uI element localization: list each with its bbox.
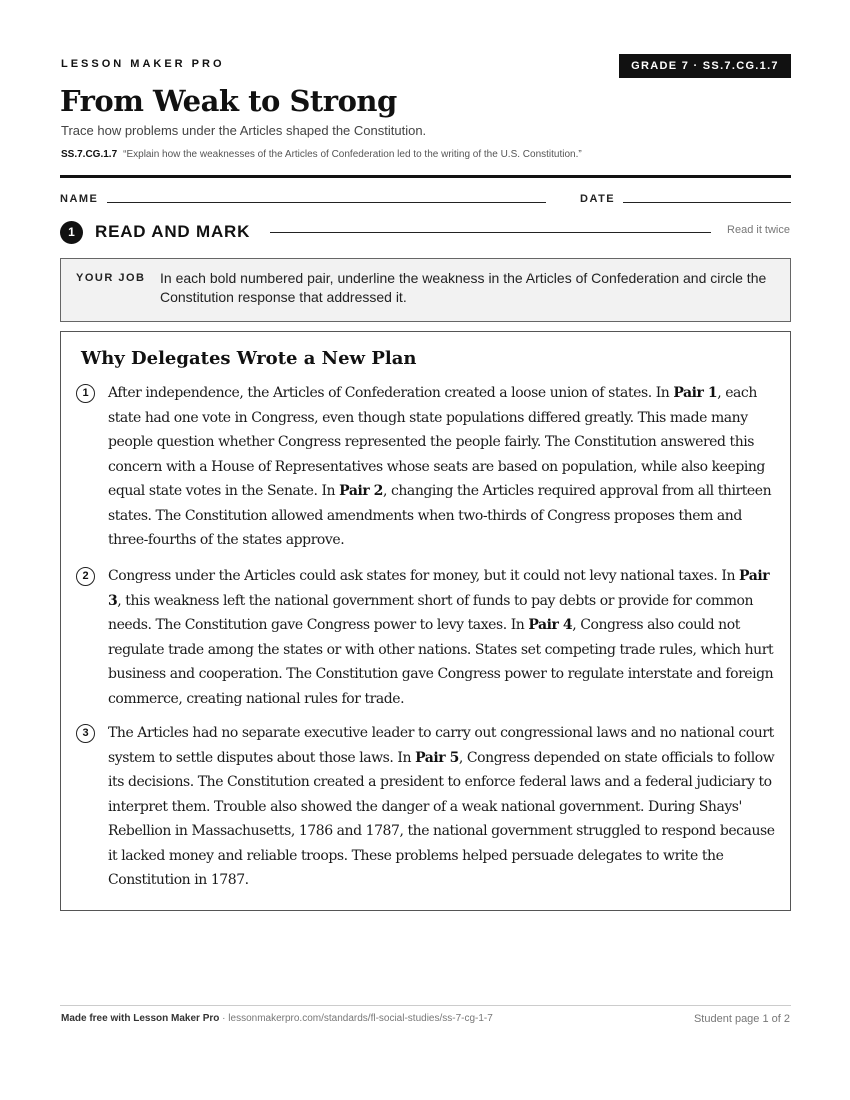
section-title: READ AND MARK [95,222,251,241]
pair-1-label: Pair 1 [673,385,718,401]
paragraph-number-1: 1 [76,384,95,403]
date-line[interactable] [623,202,791,203]
instructions-box [60,258,791,322]
footer-made-with: Made free with Lesson Maker Pro [61,1013,220,1024]
footer-page-number: Student page 1 of 2 [693,1013,790,1025]
pair-5-label: Pair 5 [415,749,459,766]
section-hint: Read it twice [727,224,790,236]
header-divider [60,175,791,178]
standard-code: SS.7.CG.1.7 [61,149,118,160]
instructions-text: In each bold numbered pair, underline the weakness in the Articles of Confederation and circle the Constitution response that addressed it. [160,270,767,305]
passage-paragraph-3: The Articles had no separate executive leader to carry out congressional laws and no national court system to settle disputes about those laws. In Pair 5, Congress depended on state officials to follow its decisions. The Constitution created a president to enforce federal laws and a federal judiciary to interpret them. Trouble also showed the danger of a weak national government. During Shays' Rebellion in Massachusetts, 1786 and 1787, the national government struggled to respond because it lacked money and reliable troops. These problems helped persuade delegates to write the Constitution in 1787. [108,725,775,888]
footer-divider [60,1005,791,1006]
passage-title: Why Delegates Wrote a New Plan [81,348,417,369]
page-subtitle: Trace how problems under the Articles shaped the Constitution. [61,123,427,138]
passage-paragraph-1: After independence, the Articles of Confederation created a loose union of states. In Pair 1, each state had one vote in Congress, even though state populations differed greatly. This made many people question whether Congress represented the people fairly. The Constitution answered this concern with a House of Representatives whose seats are based on population, while also keeping equal state votes in the Senate. In Pair 2, changing the Articles required approval from all thirteen states. The Constitution allowed amendments when two-thirds of Congress proposes them and three-fourths of the states approve. [108,385,772,548]
standard-text: “Explain how the weaknesses of the Articles of Confederation led to the writing of the U.S. Constitution.” [123,149,582,160]
pair-4-label: Pair 4 [528,617,573,633]
reading-passage [60,331,791,911]
section-number-badge: 1 [60,221,83,244]
footer-separator: · [219,1013,229,1024]
page-title: From Weak to Strong [60,84,397,118]
name-line[interactable] [107,202,546,203]
footer-url[interactable]: lessonmakerpro.com/standards/fl-social-studies/ss-7-cg-1-7 [228,1013,493,1024]
grade-badge: GRADE 7 · SS.7.CG.1.7 [619,54,791,78]
standard-statement [61,149,582,160]
date-label: DATE [580,193,616,205]
paragraph-number-2: 2 [76,567,95,586]
pair-3-label: Pair 3 [108,568,770,609]
section-divider [270,232,711,233]
name-label: NAME [60,193,99,205]
pair-2-label: Pair 2 [339,483,383,499]
footer-credit [61,1013,493,1024]
passage-paragraph-2: Congress under the Articles could ask states for money, but it could not levy national taxes. In Pair 3, this weakness left the national government short of funds to pay debts or provide for common needs. The Constitution gave Congress power to levy taxes. In Pair 4, Congress also could not regulate trade among the states or with other nations. States set competing trade rules, which hurt business and cooperation. The Constitution gave Congress power to regulate interstate and foreign commerce, creating national rules for trade. [108,568,774,707]
brand-name: LESSON MAKER PRO [61,58,225,70]
instructions-label: YOUR JOB [76,272,146,284]
paragraph-number-3: 3 [76,724,95,743]
